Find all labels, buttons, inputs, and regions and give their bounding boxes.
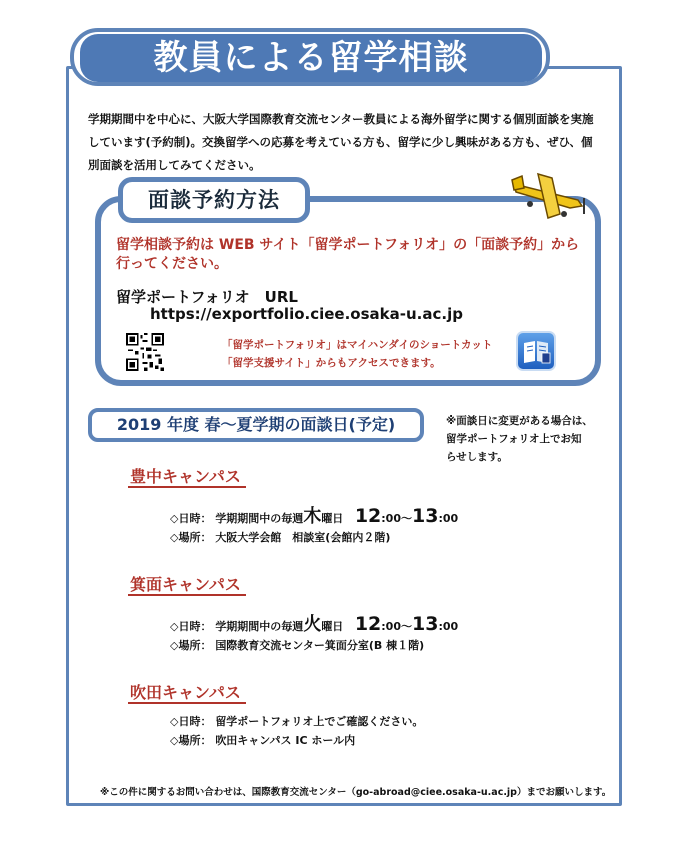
place-label: ◇場所： (170, 531, 212, 544)
page-title: 教員による留学相談 (153, 38, 469, 78)
place-value: 大阪大学会館 相談室(会館内２階) (215, 531, 391, 544)
weekday-suffix: 曜日 (321, 620, 344, 633)
toyonaka-date-row (170, 502, 458, 528)
end-minutes: :00 (438, 512, 459, 525)
weekday: 木 (303, 506, 322, 527)
intro-paragraph (88, 108, 608, 177)
date-prefix: 学期期間中の毎週 (215, 620, 304, 633)
intro-line: 別面談を活用してみてください。 (88, 158, 261, 172)
date-prefix: 学期期間中の毎週 (215, 512, 304, 525)
instruction-line: 行ってください。 (116, 256, 228, 272)
campus-underline (128, 594, 246, 596)
date-label: ◇日時： (170, 715, 212, 728)
shortcut-note (222, 336, 492, 372)
start-hour: 12 (354, 505, 382, 527)
change-note-line: 留学ポートフォリオ上でお知 (446, 433, 582, 445)
campus-name-suita: 吹田キャンパス (130, 683, 241, 702)
schedule-heading: 2019 年度 春～夏学期の面談日(予定) (116, 415, 396, 434)
suita-place-row (170, 732, 355, 748)
qr-code-icon (126, 333, 164, 371)
shortcut-line: 「留学支援サイト」からもアクセスできます。 (222, 357, 441, 369)
end-hour: 13 (411, 613, 439, 635)
end-minutes: :00 (438, 620, 459, 633)
change-note-line: らせします。 (446, 451, 508, 463)
contact-footer: ※この件に関するお問い合わせは、国際教育交流センター（go-abroad@ciee.osaka-u.ac.jp）までお願いします。 (100, 787, 612, 798)
suita-date-row (170, 713, 423, 729)
shortcut-line: 「留学ポートフォリオ」はマイハンダイのショートカット (222, 339, 493, 351)
minoh-date-row (170, 610, 458, 636)
campus-name-toyonaka: 豊中キャンパス (130, 467, 241, 486)
start-hour: 12 (354, 613, 382, 635)
campus-name-minoh: 箕面キャンパス (130, 575, 241, 594)
end-hour: 13 (411, 505, 439, 527)
place-label: ◇場所： (170, 639, 212, 652)
toyonaka-place-row (170, 529, 390, 545)
weekday-suffix: 曜日 (321, 512, 344, 525)
place-value: 吹田キャンパス IC ホール内 (215, 734, 356, 747)
place-value: 国際教育交流センター箕面分室(B 棟１階) (215, 639, 425, 652)
minoh-place-row (170, 637, 424, 653)
change-note-line: ※面談日に変更がある場合は、 (446, 415, 593, 427)
portfolio-url-link[interactable]: https://exportfolio.ciee.osaka-u.ac.jp (150, 305, 463, 323)
schedule-change-note (446, 412, 606, 466)
start-minutes: :00～ (381, 512, 412, 525)
campus-underline (128, 486, 246, 488)
intro-line: しています(予約制)。交換留学への応募を考えている方も、留学に少し興味がある方も、ぜひ、個 (88, 135, 593, 149)
place-label: ◇場所： (170, 734, 212, 747)
date-value: 留学ポートフォリオ上でご確認ください。 (215, 715, 424, 728)
date-label: ◇日時： (170, 512, 212, 525)
campus-underline (128, 702, 246, 704)
date-label: ◇日時： (170, 620, 212, 633)
start-minutes: :00～ (381, 620, 412, 633)
weekday: 火 (303, 614, 322, 635)
intro-line: 学期期間中を中心に、大阪大学国際教育交流センター教員による海外留学に関する個別面談を実施 (88, 112, 594, 126)
reservation-heading: 面談予約方法 (148, 188, 280, 212)
instruction-line: 留学相談予約は WEB サイト「留学ポートフォリオ」の「面談予約」から (116, 237, 580, 253)
portfolio-app-icon (516, 331, 556, 371)
airplane-icon (508, 170, 592, 222)
portfolio-url-label: 留学ポートフォリオ URL (116, 288, 298, 306)
reservation-instruction (116, 236, 586, 274)
